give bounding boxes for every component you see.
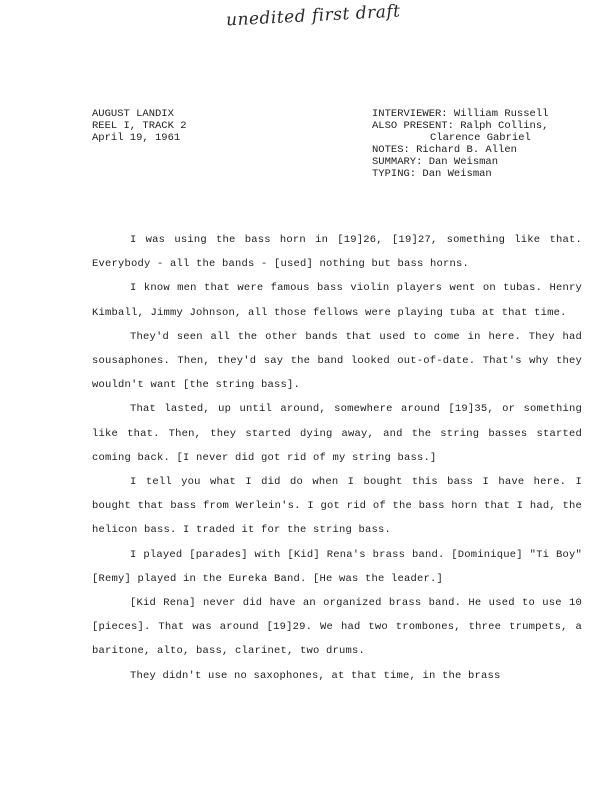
also-present-continued: Clarence Gabriel — [430, 132, 531, 144]
interview-date: April 19, 1961 — [92, 132, 181, 144]
paragraph: That lasted, up until around, somewhere around [19]35, or something like that. Then, they started dying away, and the string basses started coming back. [I never did got rid of my string bass.] — [92, 403, 582, 464]
paragraph: They didn't use no saxophones, at that time, in the brass — [130, 669, 501, 682]
notes-credit: NOTES: Richard B. Allen — [372, 144, 517, 156]
paragraph: I played [parades] with [Kid] Rena's brass band. [Dominique] "Ti Boy" [Remy] played in the Eureka Band. [He was the leader.] — [92, 548, 582, 585]
handwritten-annotation: unedited first draft — [225, 1, 401, 31]
paragraph: They'd seen all the other bands that used to come in here. They had sousaphones. Then, they'd say the band looked out-of-date. That's why they wouldn't want [the string bass]. — [92, 330, 582, 392]
typing-credit: TYPING: Dan Weisman — [372, 168, 492, 180]
interviewer: INTERVIEWER: William Russell — [372, 108, 549, 120]
also-present: ALSO PRESENT: Ralph Collins, — [372, 120, 549, 132]
paragraph: I was using the bass horn in [19]26, [19]27, something like that. Everybody - all the bands - [used] nothing but bass horns. — [92, 234, 582, 271]
paragraph: I tell you what I did do when I bought this bass I have here. I bought that bass from Werlein's. I got rid of the bass horn that I had, the helicon bass. I traded it for the string bass. — [92, 476, 582, 537]
header-right — [372, 108, 548, 180]
paragraph: I know men that were famous bass violin players went on tubas. Henry Kimball, Jimmy Johnson, all those fellows were playing tuba at that time. — [92, 282, 582, 319]
summary-credit: SUMMARY: Dan Weisman — [372, 156, 499, 168]
paragraph: [Kid Rena] never did have an organized brass band. He used to use 10 [pieces]. That was around [19]29. We had two trombones, three trumpets, a baritone, alto, bass, clarinet, two drums. — [92, 597, 582, 658]
subject-name: AUGUST LANDIX — [92, 108, 174, 120]
reel-track: REEL I, TRACK 2 — [92, 120, 187, 132]
header-left — [92, 108, 187, 144]
transcript-body — [92, 228, 582, 688]
